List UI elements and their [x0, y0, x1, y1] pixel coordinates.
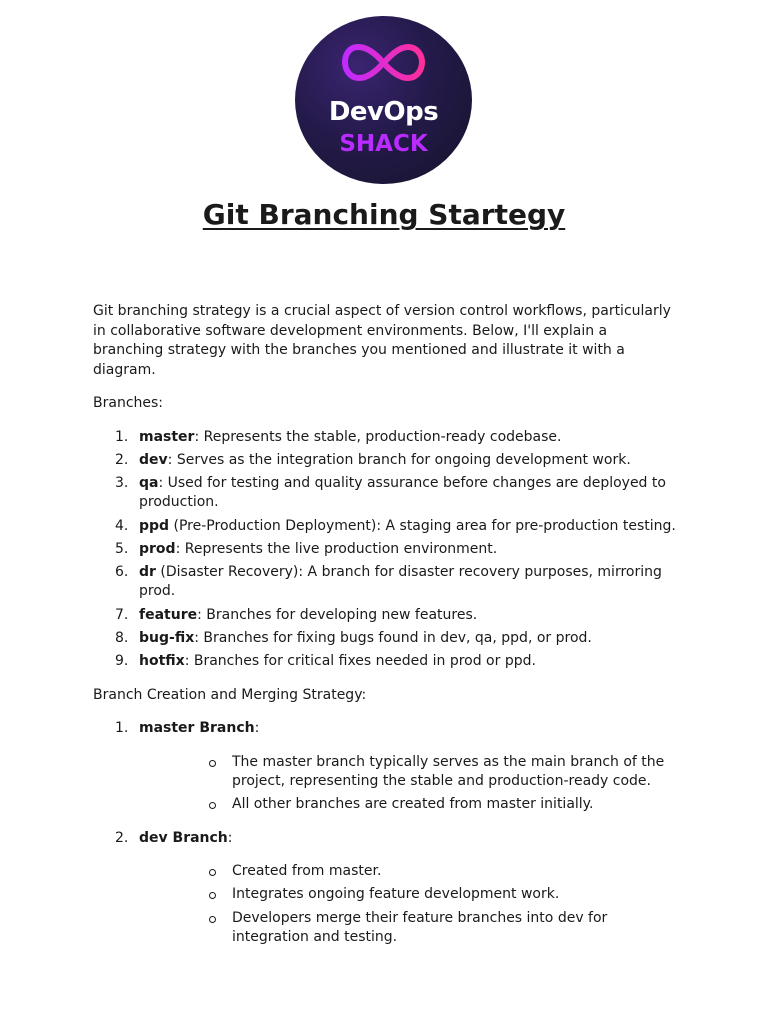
strategy-point — [139, 753, 678, 792]
branch-description: : Serves as the integration branch for ongoing development work. — [167, 451, 631, 468]
document-title: Git Branching Startegy — [202, 198, 566, 231]
branch-list-item — [93, 451, 678, 471]
branch-description: : Branches for developing new features. — [197, 606, 478, 623]
list-number: 7. — [115, 606, 129, 623]
devops-shack-logo — [295, 16, 472, 184]
list-number: 9. — [115, 653, 129, 669]
list-number: 6. — [115, 563, 129, 580]
branch-description: : Represents the stable, production-ready codebase. — [194, 428, 562, 445]
strategy-points — [139, 862, 678, 947]
strategy-point-text: Developers merge their feature branches into dev for integration and testing. — [232, 909, 608, 946]
branch-name: dr — [139, 563, 156, 580]
branch-list — [93, 428, 678, 672]
strategy-point-text: Created from master. — [232, 863, 382, 880]
strategy-point-text: All other branches are created from master initially. — [232, 796, 594, 813]
branch-name: master — [139, 428, 195, 445]
strategy-suffix: : — [227, 829, 233, 846]
strategy-point — [139, 885, 678, 905]
circle-bullet-icon — [209, 916, 216, 923]
branch-description: (Disaster Recovery): A branch for disaster recovery purposes, mirroring prod. — [139, 563, 662, 600]
strategy-branch-name: master Branch — [139, 720, 255, 736]
circle-bullet-icon — [209, 760, 216, 767]
branch-list-item — [93, 517, 678, 537]
list-number: 5. — [115, 540, 129, 557]
branch-name: hotfix — [139, 653, 185, 669]
branch-list-item — [93, 652, 678, 672]
intro-paragraph: Git branching strategy is a crucial aspect of version control workflows, particularly in collaborative software development environments. Below, I'll explain a branching strategy with the branches you mentioned and illustrate it with a diagram. — [93, 303, 671, 378]
branch-name: ppd — [139, 517, 170, 534]
branches-heading: Branches: — [93, 395, 164, 411]
branch-name: prod — [139, 540, 176, 557]
strategy-suffix: : — [254, 720, 260, 736]
branch-description: (Pre-Production Deployment): A staging area for pre-production testing. — [169, 517, 676, 534]
strategy-item — [93, 829, 678, 948]
list-number: 8. — [115, 629, 129, 646]
branch-name: bug-fix — [139, 629, 195, 646]
list-number: 2. — [115, 451, 129, 468]
branch-name: dev — [139, 451, 168, 468]
strategy-heading: Branch Creation and Merging Strategy: — [93, 686, 367, 703]
strategy-point — [139, 909, 678, 948]
list-number: 2. — [115, 829, 129, 846]
document-body — [93, 302, 678, 962]
list-number: 1. — [115, 428, 129, 445]
branch-list-item — [93, 428, 678, 448]
list-number: 3. — [115, 474, 129, 491]
circle-bullet-icon — [209, 892, 216, 899]
branch-description: : Branches for critical fixes needed in prod or ppd. — [184, 653, 536, 669]
branch-description: : Used for testing and quality assurance before changes are deployed to production. — [139, 474, 666, 511]
list-number: 1. — [115, 720, 129, 736]
branch-list-item — [93, 540, 678, 560]
branch-list-item — [93, 474, 678, 513]
branch-name: qa — [139, 474, 159, 491]
circle-bullet-icon — [209, 802, 216, 809]
strategy-point-text: The master branch typically serves as the main branch of the project, representing the stable and production-ready code. — [232, 753, 665, 789]
circle-bullet-icon — [209, 869, 216, 876]
strategy-point — [139, 862, 678, 882]
branch-list-item — [93, 606, 678, 626]
logo-shack-text: SHACK — [339, 131, 428, 157]
branch-list-item — [93, 563, 678, 602]
strategy-points — [139, 753, 678, 815]
strategy-branch-name: dev Branch — [139, 829, 228, 846]
list-number: 4. — [115, 517, 129, 534]
branch-description: : Represents the live production environment. — [175, 540, 498, 557]
strategy-item — [93, 719, 678, 815]
strategy-list — [93, 719, 678, 948]
strategy-point-text: Integrates ongoing feature development work. — [232, 886, 560, 903]
logo-devops-text: DevOps — [328, 97, 439, 127]
branch-name: feature — [139, 606, 198, 623]
strategy-point — [139, 795, 678, 815]
branch-description: : Branches for fixing bugs found in dev, qa, ppd, or prod. — [194, 629, 592, 646]
branch-list-item — [93, 629, 678, 649]
